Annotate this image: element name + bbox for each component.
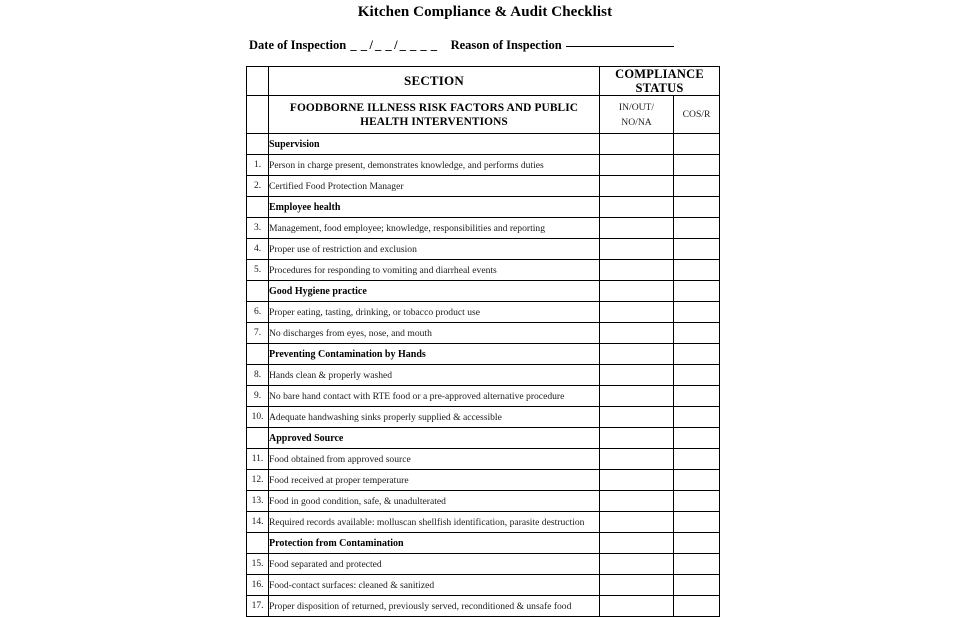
in-out-no-na-cell[interactable]: [600, 512, 674, 533]
table-row: [247, 407, 720, 428]
table-row: [247, 449, 720, 470]
header-cos-r: COS/R: [674, 96, 720, 134]
compliance-checklist-table: [246, 66, 720, 617]
in-out-no-na-cell[interactable]: [600, 323, 674, 344]
cos-r-cell[interactable]: [674, 533, 720, 554]
header-compliance-status-line1: COMPLIANCE: [615, 67, 704, 81]
table-row: [247, 512, 720, 533]
header-in-out-line2: NO/NA: [621, 116, 652, 128]
row-item-text: Required records available: molluscan shellfish identification, parasite destruction: [269, 512, 600, 533]
cos-r-cell[interactable]: [674, 260, 720, 281]
section-header-row: [247, 281, 720, 302]
row-number: 14.: [247, 512, 269, 533]
cos-r-cell[interactable]: [674, 365, 720, 386]
cos-r-cell[interactable]: [674, 302, 720, 323]
in-out-no-na-cell[interactable]: [600, 533, 674, 554]
in-out-no-na-cell[interactable]: [600, 386, 674, 407]
table-row: [247, 575, 720, 596]
row-number: 15.: [247, 554, 269, 575]
header-major-section-line2: HEALTH INTERVENTIONS: [360, 115, 508, 128]
table-row: [247, 155, 720, 176]
row-number: 17.: [247, 596, 269, 617]
header-compliance-status-line2: STATUS: [635, 81, 684, 95]
section-header-label: Preventing Contamination by Hands: [269, 344, 600, 365]
in-out-no-na-cell[interactable]: [600, 365, 674, 386]
header-number-column-blank: [247, 96, 269, 134]
table-row: [247, 218, 720, 239]
cos-r-cell[interactable]: [674, 155, 720, 176]
table-row: [247, 554, 720, 575]
table-header-row-secondary: [247, 96, 720, 134]
cos-r-cell[interactable]: [674, 428, 720, 449]
row-item-text: Food in good condition, safe, & unadulterated: [269, 491, 600, 512]
header-compliance-status: [600, 67, 720, 96]
section-header-row: [247, 197, 720, 218]
in-out-no-na-cell[interactable]: [600, 407, 674, 428]
inspection-meta-line: [249, 38, 729, 53]
cos-r-cell[interactable]: [674, 512, 720, 533]
row-number: 9.: [247, 386, 269, 407]
row-item-text: Proper use of restriction and exclusion: [269, 239, 600, 260]
section-header-label: Good Hygiene practice: [269, 281, 600, 302]
section-header-label: Employee health: [269, 197, 600, 218]
in-out-no-na-cell[interactable]: [600, 596, 674, 617]
row-number: 13.: [247, 491, 269, 512]
row-item-text: Hands clean & properly washed: [269, 365, 600, 386]
table-row: [247, 470, 720, 491]
in-out-no-na-cell[interactable]: [600, 134, 674, 155]
cos-r-cell[interactable]: [674, 386, 720, 407]
row-number: 5.: [247, 260, 269, 281]
section-header-row: [247, 533, 720, 554]
table-row: [247, 176, 720, 197]
page-title: Kitchen Compliance & Audit Checklist: [357, 4, 613, 20]
table-row: [247, 239, 720, 260]
row-number: 1.: [247, 155, 269, 176]
in-out-no-na-cell[interactable]: [600, 155, 674, 176]
in-out-no-na-cell[interactable]: [600, 302, 674, 323]
cos-r-cell[interactable]: [674, 491, 720, 512]
table-row: [247, 596, 720, 617]
reason-of-inspection-label: Reason of Inspection: [450, 38, 562, 52]
header-number-column: [247, 67, 269, 96]
row-number: 8.: [247, 365, 269, 386]
row-item-text: Procedures for responding to vomiting and diarrheal events: [269, 260, 600, 281]
cos-r-cell[interactable]: [674, 575, 720, 596]
row-number: 11.: [247, 449, 269, 470]
row-number: 10.: [247, 407, 269, 428]
row-number: 7.: [247, 323, 269, 344]
section-header-number-cell: [247, 134, 269, 155]
section-header-label: Protection from Contamination: [269, 533, 600, 554]
cos-r-cell[interactable]: [674, 470, 720, 491]
table-header: [247, 67, 720, 134]
section-header-number-cell: [247, 281, 269, 302]
cos-r-cell[interactable]: [674, 176, 720, 197]
row-item-text: Food-contact surfaces: cleaned & sanitized: [269, 575, 600, 596]
in-out-no-na-cell[interactable]: [600, 575, 674, 596]
table-body: [247, 134, 720, 617]
in-out-no-na-cell[interactable]: [600, 281, 674, 302]
section-header-row: [247, 344, 720, 365]
row-number: 16.: [247, 575, 269, 596]
row-number: 6.: [247, 302, 269, 323]
section-header-number-cell: [247, 533, 269, 554]
in-out-no-na-cell[interactable]: [600, 176, 674, 197]
cos-r-cell[interactable]: [674, 407, 720, 428]
table-row: [247, 365, 720, 386]
row-item-text: Proper eating, tasting, drinking, or tobacco product use: [269, 302, 600, 323]
in-out-no-na-cell[interactable]: [600, 491, 674, 512]
in-out-no-na-cell[interactable]: [600, 197, 674, 218]
section-header-label: Supervision: [269, 134, 600, 155]
section-header-row: [247, 428, 720, 449]
in-out-no-na-cell[interactable]: [600, 428, 674, 449]
cos-r-cell[interactable]: [674, 554, 720, 575]
cos-r-cell[interactable]: [674, 281, 720, 302]
row-number: 2.: [247, 176, 269, 197]
row-item-text: Food obtained from approved source: [269, 449, 600, 470]
row-item-text: Person in charge present, demonstrates knowledge, and performs duties: [269, 155, 600, 176]
row-item-text: Adequate handwashing sinks properly supplied & accessible: [269, 407, 600, 428]
date-of-inspection-label: Date of Inspection: [249, 38, 347, 52]
table-row: [247, 260, 720, 281]
in-out-no-na-cell[interactable]: [600, 344, 674, 365]
date-separator-2: /: [394, 38, 398, 52]
table-header-row-primary: [247, 67, 720, 96]
section-header-number-cell: [247, 197, 269, 218]
row-item-text: Food separated and protected: [269, 554, 600, 575]
cos-r-cell[interactable]: [674, 323, 720, 344]
header-in-out-line1: IN/OUT/: [618, 101, 655, 113]
cos-r-cell[interactable]: [674, 134, 720, 155]
in-out-no-na-cell[interactable]: [600, 554, 674, 575]
cos-r-cell[interactable]: [674, 449, 720, 470]
section-header-number-cell: [247, 344, 269, 365]
row-item-text: No discharges from eyes, nose, and mouth: [269, 323, 600, 344]
table-row: [247, 323, 720, 344]
in-out-no-na-cell[interactable]: [600, 239, 674, 260]
section-header-row: [247, 134, 720, 155]
row-item-text: Management, food employee; knowledge, responsibilities and reporting: [269, 218, 600, 239]
date-day-blank[interactable]: _ _: [350, 38, 368, 52]
header-in-out-no-na: [600, 96, 674, 134]
cos-r-cell[interactable]: [674, 218, 720, 239]
cos-r-cell[interactable]: [674, 344, 720, 365]
date-year-blank[interactable]: _ _ _ _: [399, 38, 438, 52]
cos-r-cell[interactable]: [674, 197, 720, 218]
reason-of-inspection-field[interactable]: [566, 46, 674, 47]
header-section: SECTION: [269, 67, 600, 96]
cos-r-cell[interactable]: [674, 239, 720, 260]
table-row: [247, 491, 720, 512]
header-major-section-line1: FOODBORNE ILLNESS RISK FACTORS AND PUBLIC: [289, 101, 579, 114]
in-out-no-na-cell[interactable]: [600, 260, 674, 281]
in-out-no-na-cell[interactable]: [600, 470, 674, 491]
row-number: 12.: [247, 470, 269, 491]
section-header-label: Approved Source: [269, 428, 600, 449]
date-month-blank[interactable]: _ _: [374, 38, 393, 52]
header-major-section: [269, 96, 600, 134]
in-out-no-na-cell[interactable]: [600, 449, 674, 470]
date-separator-1: /: [369, 38, 373, 52]
in-out-no-na-cell[interactable]: [600, 218, 674, 239]
row-item-text: Certified Food Protection Manager: [269, 176, 600, 197]
row-number: 4.: [247, 239, 269, 260]
section-header-number-cell: [247, 428, 269, 449]
row-item-text: Food received at proper temperature: [269, 470, 600, 491]
row-number: 3.: [247, 218, 269, 239]
table-row: [247, 302, 720, 323]
row-item-text: No bare hand contact with RTE food or a pre-approved alternative procedure: [269, 386, 600, 407]
row-item-text: Proper disposition of returned, previously served, reconditioned & unsafe food: [269, 596, 600, 617]
table-row: [247, 386, 720, 407]
checklist-table-container: [246, 66, 719, 617]
cos-r-cell[interactable]: [674, 596, 720, 617]
